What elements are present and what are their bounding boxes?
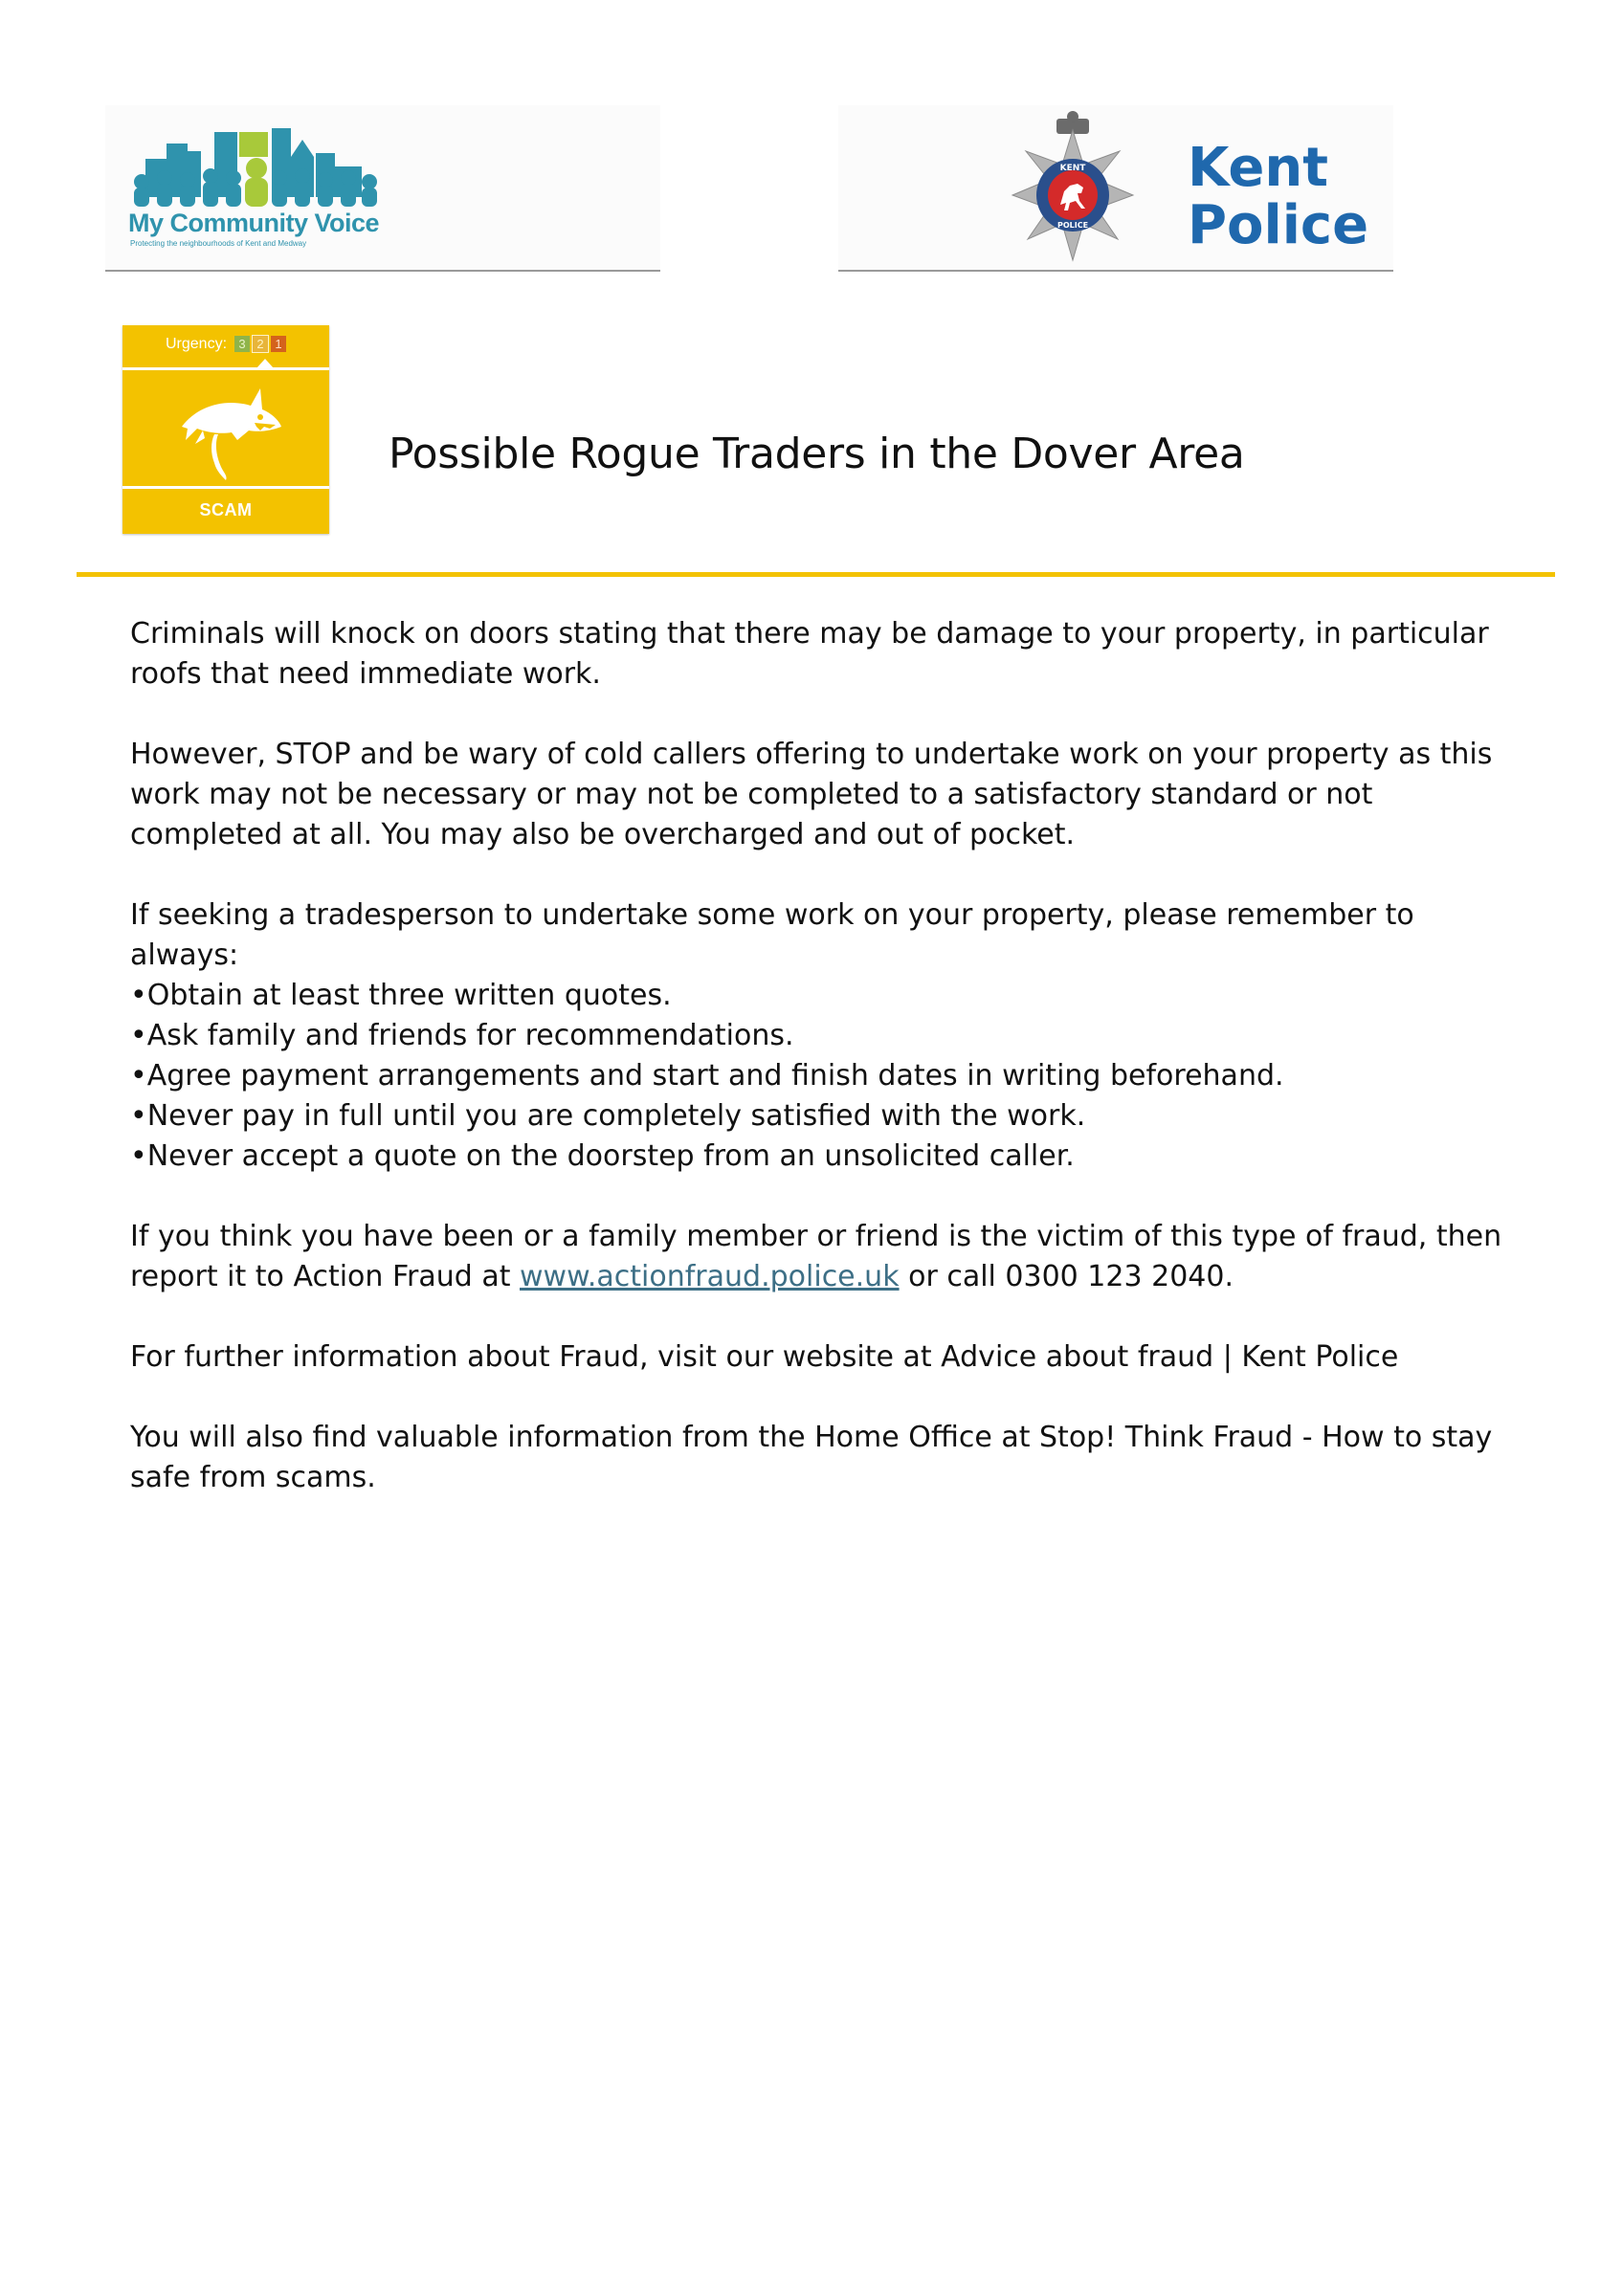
- urgency-level-1: 1: [271, 336, 286, 352]
- home-office-paragraph: You will also find valuable information from the Home Office at Stop! Think Fraud - How to stay safe from scams.: [130, 1421, 1493, 1494]
- community-skyline-icon: [128, 119, 387, 210]
- tip-item: • Never pay in full until you are completely satisfied with the work.: [130, 1096, 1508, 1137]
- title-divider: [77, 572, 1555, 577]
- scam-label: SCAM: [199, 500, 253, 519]
- warning-paragraph: However, STOP and be wary of cold callers offering to undertake work on your property as this work may not be necessary or may not be completed to a satisfactory standard or not completed at all. You may also be overcharged and out of pocket.: [130, 738, 1493, 851]
- tips-list: [130, 976, 1508, 1177]
- report-text-before: If you think you have been or a family member or friend is the victim of this type of fraud, then report it to Action Fraud at: [130, 1220, 1502, 1293]
- urgency-indicator: [122, 335, 329, 353]
- action-fraud-link[interactable]: www.actionfraud.police.uk: [520, 1260, 900, 1293]
- police-star-badge-icon: [991, 109, 1154, 268]
- report-text-after: or call 0300 123 2040.: [899, 1260, 1234, 1293]
- tip-item: • Agree payment arrangements and start and finish dates in writing beforehand.: [130, 1056, 1508, 1096]
- urgency-level-2: 2: [252, 335, 269, 353]
- further-info-paragraph: For further information about Fraud, visit our website at Advice about fraud | Kent Police: [130, 1340, 1399, 1374]
- police-logo-line2: Police: [1188, 194, 1369, 256]
- my-community-voice-logo: [105, 105, 660, 272]
- advisory-body: [130, 614, 1508, 1538]
- tips-intro: If seeking a tradesperson to undertake some work on your property, please remember to always:: [130, 898, 1414, 972]
- community-logo-name: My Community Voice: [128, 209, 380, 237]
- scam-divider-top: [122, 367, 329, 370]
- page-title: Possible Rogue Traders in the Dover Area: [389, 430, 1245, 479]
- svg-text:KENT: KENT: [1059, 164, 1086, 173]
- shark-icon: [168, 377, 283, 482]
- kent-police-logo: [838, 105, 1393, 272]
- urgency-label: Urgency:: [165, 335, 228, 352]
- tip-item: • Never accept a quote on the doorstep from an unsolicited caller.: [130, 1137, 1508, 1177]
- svg-text:POLICE: POLICE: [1056, 221, 1089, 230]
- tip-item: • Obtain at least three written quotes.: [130, 976, 1508, 1016]
- report-paragraph: [130, 1217, 1508, 1297]
- police-logo-line1: Kent: [1188, 137, 1329, 199]
- intro-paragraph: Criminals will knock on doors stating that there may be damage to your property, in particular roofs that need immediate work.: [130, 617, 1489, 691]
- tip-item: • Ask family and friends for recommendations.: [130, 1016, 1508, 1056]
- community-logo-tagline: Protecting the neighbourhoods of Kent and Medway: [130, 239, 307, 248]
- scam-divider-bottom: [122, 486, 329, 489]
- scam-urgency-icon: [122, 325, 329, 534]
- urgency-level-3: 3: [234, 336, 250, 352]
